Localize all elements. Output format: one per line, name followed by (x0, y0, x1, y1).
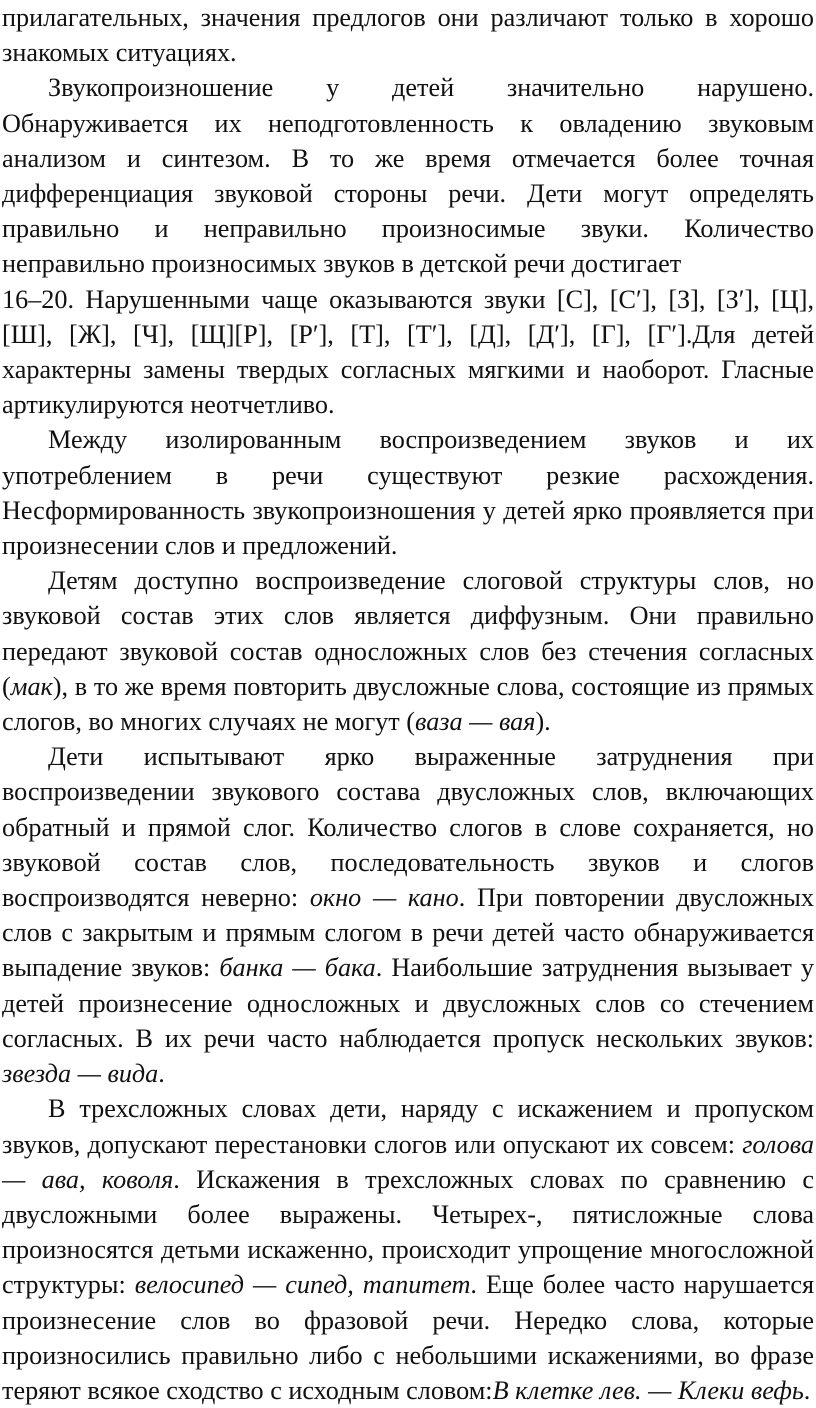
italic-example: В клетке лев. — Клеки вефь (492, 1375, 804, 1405)
text-run: прилагательных, значения предлогов они различают только в хорошо знакомых ситуациях. (2, 3, 814, 68)
paragraph-adjectives-prepositions (2, 0, 814, 70)
italic-example: банка — бака (219, 953, 376, 983)
text-run: . (158, 1059, 165, 1089)
italic-example: голова — ава, коволя (2, 1129, 814, 1194)
paragraph-disturbed-sounds (2, 282, 814, 423)
text-run: Звукопроизношение у детей значительно нарушено. Обнаруживается их неподготовленность к овладению звуковым анализом и синтезом. В то же время отмечается более точная дифференциация звуковой стороны речи. Дети могут определять правильно и неправильно произносимые звуки. Количество неправильно произносимых звуков в детской речи достигает (2, 73, 814, 279)
italic-example: окно — кано (309, 883, 459, 913)
text-run: ). (535, 707, 551, 737)
text-run: . Еще более часто нарушается произнесение слов во фразовой речи. Нередко слова, которые произносились правильно либо с небольшими искажениями, во фразе теряют всякое сходство с исходным словом: (2, 1270, 815, 1405)
text-run: . Наибольшие затруднения вызывает у детей произнесение односложных и двусложных слов со стечением согласных. В их речи часто наблюдается пропуск нескольких звуков: (2, 953, 815, 1053)
text-run: Дети испытывают ярко выраженные затруднения при воспроизведении звукового состава двусложных слов, включающих обратный и прямой слог. Количество слогов в слове сохраняется, но звуковой состав слов, последовательность звуков и слогов воспроизводятся неверно: (2, 742, 814, 913)
text-run: . При повторении двусложных слов с закрытым и прямым слогом в речи детей часто обнаруживается выпадение звуков: (2, 883, 814, 983)
text-run: . Искажения в трехсложных словах по сравнению с двусложными более выражены. Четырех-, пятисложные слова произносятся детьми искаженно, происходит упрощение многосложной структуры: (2, 1164, 814, 1300)
paragraph-sound-pronunciation (2, 70, 814, 281)
italic-example: звезда — вида (2, 1059, 159, 1089)
text-run: Между изолированным воспроизведением звуков и их употреблением в речи существуют резкие расхождения. Несформированность звукопроизношения у детей ярко проявляется при произнесении слов и предложений. (2, 425, 814, 561)
italic-example: мак (10, 671, 53, 701)
text-run: Детям доступно воспроизведение слоговой структуры слов, но звуковой состав этих слов является диффузным. Они правильно передают звуковой состав односложных слов без стечения согласных ( (2, 566, 814, 701)
text-run: ), в то же время повторить двусложные слова, состоящие из прямых слогов, во многих случаях не могут ( (2, 671, 814, 737)
paragraph-two-syllable-words (2, 739, 814, 1091)
text-run: . (803, 1375, 811, 1405)
paragraph-syllable-structure (2, 563, 814, 739)
italic-example: велосипед — сипед, тапитет (134, 1270, 471, 1300)
paragraph-three-syllable-words (2, 1091, 814, 1408)
text-run: 16–20. Нарушенными чаще оказываются звуки [С], [С′], [З], [З′], [Ц], [Ш], [Ж], [Ч], [Щ][Р], [Р′], [Т], [Т′], [Д], [Д′], [Г], [Г′].Для детей характерны замены твердых согласных мягкими и наоборот. Гласные артикулируются неотчетливо. (2, 284, 814, 420)
text-run: В трехсложных словах дети, наряду с искажением и пропуском звуков, допускают перестановки слогов или опускают их совсем: (2, 1094, 814, 1159)
italic-example: ваза — вая (415, 707, 536, 737)
paragraph-isolated-sounds (2, 422, 814, 563)
